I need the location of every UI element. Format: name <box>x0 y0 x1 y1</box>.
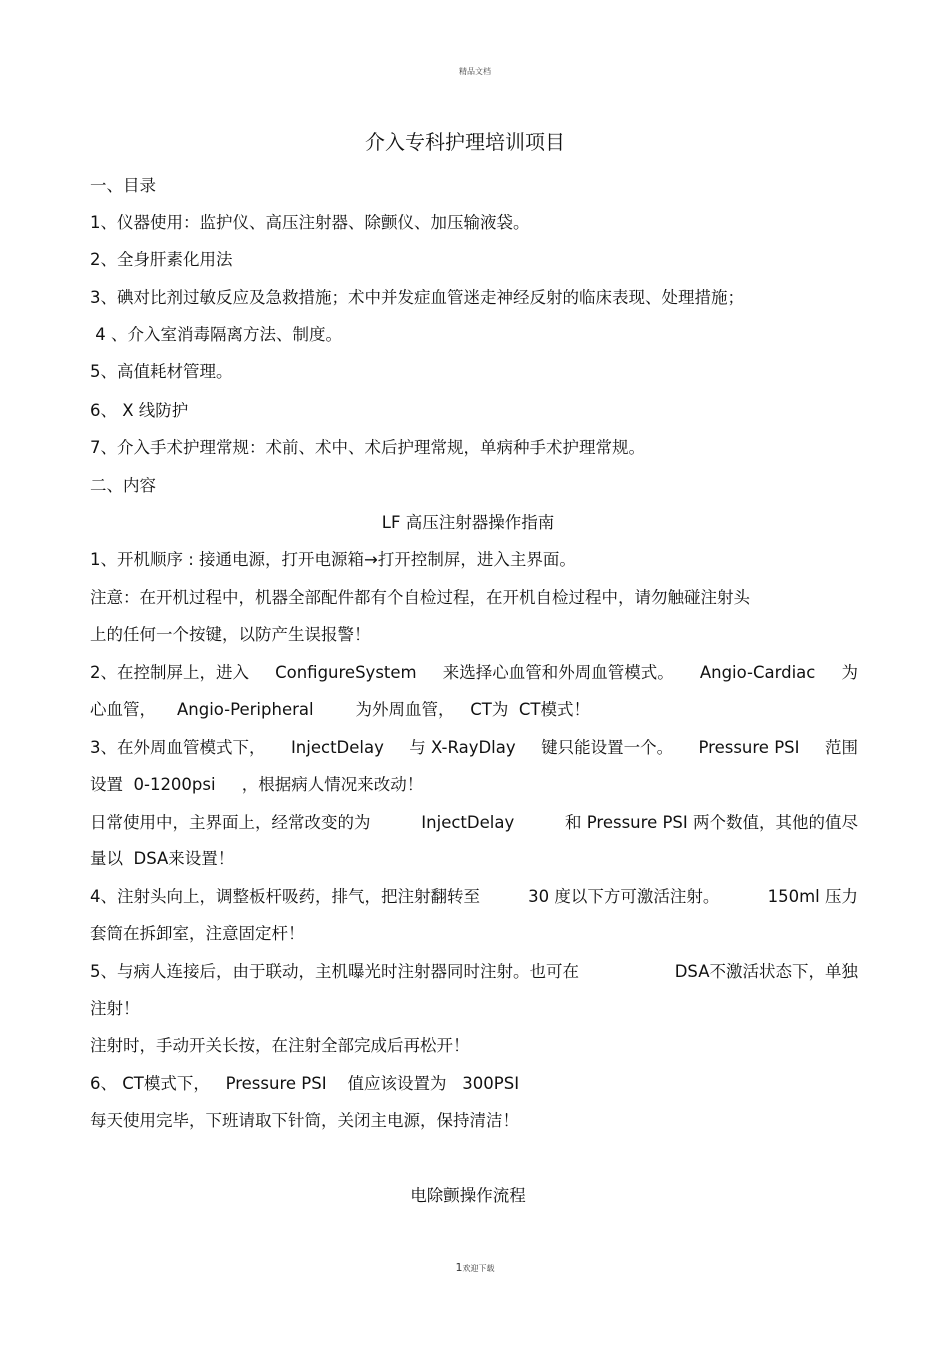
document-title: 介入专科护理培训项目 <box>365 130 565 154</box>
page-header: 精品文档 <box>459 67 491 76</box>
body-line-6-part: 3、在外周血管模式下， <box>90 738 266 757</box>
section-title-injector: LF 高压注射器操作指南 <box>381 513 555 532</box>
page-footer <box>0 1261 950 1274</box>
body-line-8 <box>90 813 858 833</box>
body-line-8-part: 和 Pressure PSI 两个数值，其他的值尽 <box>565 813 858 832</box>
toc-item-7: 7、介入手术护理常规：术前、术中、术后护理常规，单病种手术护理常规。 <box>90 438 645 457</box>
body-line-12 <box>90 962 858 982</box>
body-line-6-part: 键只能设置一个。 <box>541 738 674 757</box>
toc-item-6: 6、 X 线防护 <box>90 401 189 420</box>
toc-heading: 一、目录 <box>90 176 156 195</box>
toc-item-4: 4 、介入室消毒隔离方法、制度。 <box>90 325 342 344</box>
body-line-6-part: 范围 <box>824 738 858 757</box>
body-line-6-part: 与 X-RayDlay <box>409 738 516 757</box>
body-line-3: 上的任何一个按键，以防产生误报警！ <box>90 625 371 644</box>
body-line-10-part: 30 度以下方可激活注射。 <box>528 887 720 906</box>
body-line-11: 套筒在拆卸室，注意固定杆！ <box>90 924 305 943</box>
body-line-16: 每天使用完毕，下班请取下针筒，关闭主电源，保持清洁！ <box>90 1111 519 1130</box>
body-line-5: 心血管， Angio-Peripheral 为外周血管， CT为 CT模式！ <box>90 700 590 719</box>
body-line-9: 量以 DSA来设置！ <box>90 849 235 868</box>
section-title-defibrillation: 电除颤操作流程 <box>410 1186 526 1205</box>
toc-item-2: 2、全身肝素化用法 <box>90 250 233 269</box>
body-line-14: 注射时，手动开关长按，在注射全部完成后再松开！ <box>90 1036 470 1055</box>
body-line-6 <box>90 738 858 758</box>
body-line-6-part: Pressure PSI <box>698 738 800 757</box>
body-line-12-part: 5、与病人连接后，由于联动，主机曝光时注射器同时注射。也可在 <box>90 962 579 981</box>
body-line-7: 设置 0-1200psi ，根据病人情况来改动！ <box>90 775 424 794</box>
page-number: 1 <box>455 1261 463 1274</box>
body-line-4-part: 来选择心血管和外周血管模式。 <box>442 663 674 682</box>
body-line-4-part: Angio-Cardiac <box>699 663 816 682</box>
body-line-1: 1、开机顺序 : 接通电源，打开电源箱→打开控制屏，进入主界面。 <box>90 550 576 569</box>
body-line-4-part: 为 <box>841 663 858 682</box>
body-line-10-part: 4、注射头向上，调整板杆吸药，排气，把注射翻转至 <box>90 887 480 906</box>
body-line-13: 注射！ <box>90 999 140 1018</box>
body-line-4 <box>90 663 858 683</box>
body-line-4-part: 2、在控制屏上，进入 <box>90 663 249 682</box>
toc-item-5: 5、高值耗材管理。 <box>90 362 233 381</box>
content-heading: 二、内容 <box>90 476 156 495</box>
body-line-8-part: 日常使用中，主界面上，经常改变的为 <box>90 813 371 832</box>
body-line-10 <box>90 887 858 907</box>
body-line-2: 注意：在开机过程中，机器全部配件都有个自检过程，在开机自检过程中，请勿触碰注射头 <box>90 588 750 607</box>
body-line-4-part: ConfigureSystem <box>275 663 417 682</box>
body-line-12-part: DSA不激活状态下，单独 <box>674 962 858 981</box>
body-line-6-part: InjectDelay <box>290 738 384 757</box>
body-line-8-part: InjectDelay <box>421 813 515 832</box>
toc-item-1: 1、仪器使用：监护仪、高压注射器、除颤仪、加压输液袋。 <box>90 213 530 232</box>
body-line-10-part: 150ml 压力 <box>767 887 858 906</box>
footer-text: 欢迎下载 <box>462 1264 495 1273</box>
body-line-15: 6、 CT模式下， Pressure PSI 值应该设置为 300PSI <box>90 1074 520 1093</box>
toc-item-3: 3、碘对比剂过敏反应及急救措施；术中并发症血管迷走神经反射的临床表现、处理措施； <box>90 288 744 307</box>
